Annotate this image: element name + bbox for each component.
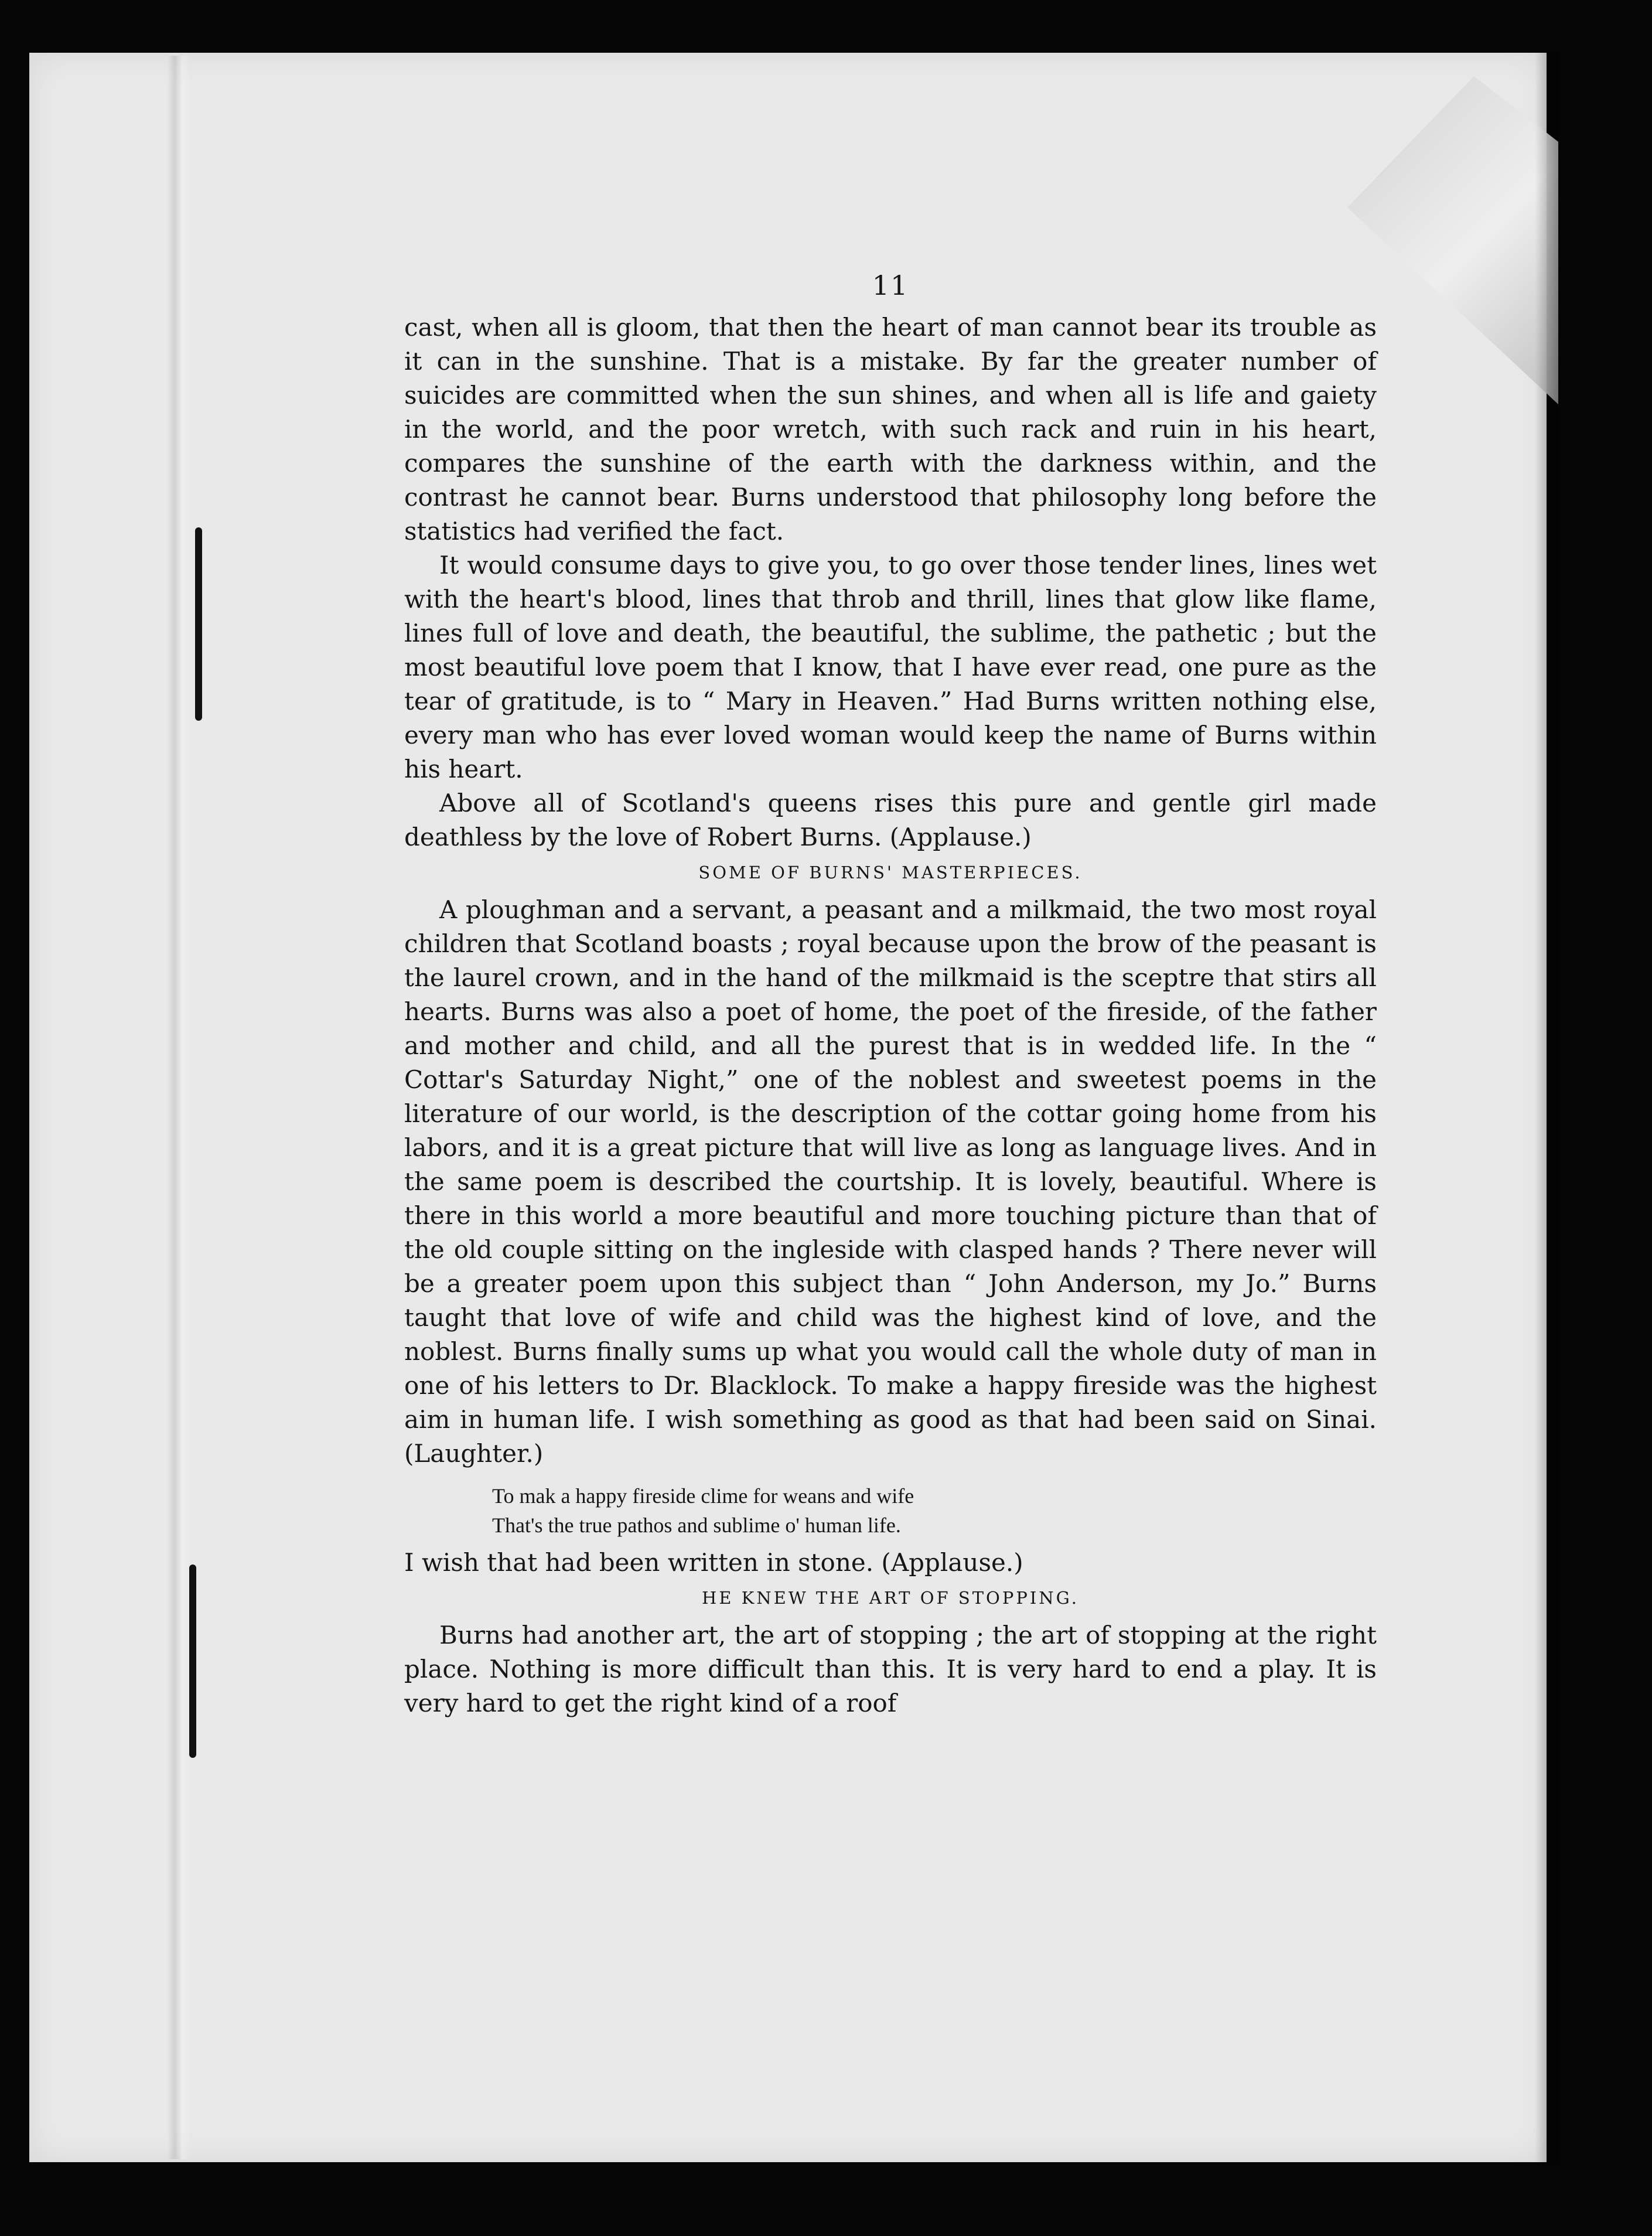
text-block [404,270,1377,1720]
page-edge-shadow [1535,53,1558,2162]
page-number: 11 [872,270,909,301]
binding-mark-top [195,527,202,721]
section-heading: HE KNEW THE ART OF STOPPING. [701,1588,1080,1608]
paragraph: Above all of Scotland's queens rises this pure and gentle girl made deathless by the love of Robert Burns. (Applause.) [404,789,1377,851]
binding-mark-bottom [189,1564,196,1758]
verse-line: To mak a happy fireside clime for weans and wife [492,1484,914,1508]
page-crease [167,56,190,2159]
paragraph: Burns had another art, the art of stopping ; the art of stopping at the right place. Nothing is more difficult than this. It is very hard to end a play. It is very hard to get the right kind of a roof [404,1621,1377,1717]
paragraph: I wish that had been written in stone. (Applause.) [404,1548,1023,1577]
paragraph: cast, when all is gloom, that then the heart of man cannot bear its trouble as it can in the sunshine. That is a mistake. By far the greater number of suicides are committed when the sun shines, and when all is life and gaiety in the world, and the poor wretch, with such rack and ruin in his heart, compares the sunshine of the earth with the darkness within, and the contrast he cannot bear. Burns understood that philosophy long before the statistics had verified the fact. [404,313,1377,546]
paragraph: A ploughman and a servant, a peasant and a milkmaid, the two most royal children that Scotland boasts ; royal because upon the brow of the peasant is the laurel crown, and in the hand of the milkmaid is the sceptre that stirs all hearts. Burns was also a poet of home, the poet of the fireside, of the father and mother and child, and all the purest that is in wedded life. In the “ Cottar's Saturday Night,” one of the noblest and sweetest poems in the literature of our world, is the description of the cottar going home from his labors, and it is a great picture that will live as long as language lives. And in the same poem is described the courtship. It is lovely, beautiful. Where is there in this world a more beautiful and more touching picture than that of the old couple sitting on the ingleside with clasped hands ? There never will be a greater poem upon this subject than “ John Anderson, my Jo.” Burns taught that love of wife and child was the highest kind of love, and the noblest. Burns finally sums up what you would call the whole duty of man in one of his letters to Dr. Blacklock. To make a happy fireside was the highest aim in human life. I wish something as good as that had been said on Sinai. (Laughter.) [404,895,1377,1468]
section-heading: SOME OF BURNS' MASTERPIECES. [698,863,1083,882]
verse-quote [404,1481,1377,1540]
verse-line: That's the true pathos and sublime o' human life. [492,1514,901,1537]
paragraph: It would consume days to give you, to go over those tender lines, lines wet with the heart's blood, lines that throb and thrill, lines that glow like flame, lines full of love and death, the beautiful, the sublime, the pathetic ; but the most beautiful love poem that I know, that I have ever read, one pure as the tear of gratitude, is to “ Mary in Heaven.” Had Burns written nothing else, every man who has ever loved woman would keep the name of Burns within his heart. [404,551,1377,783]
